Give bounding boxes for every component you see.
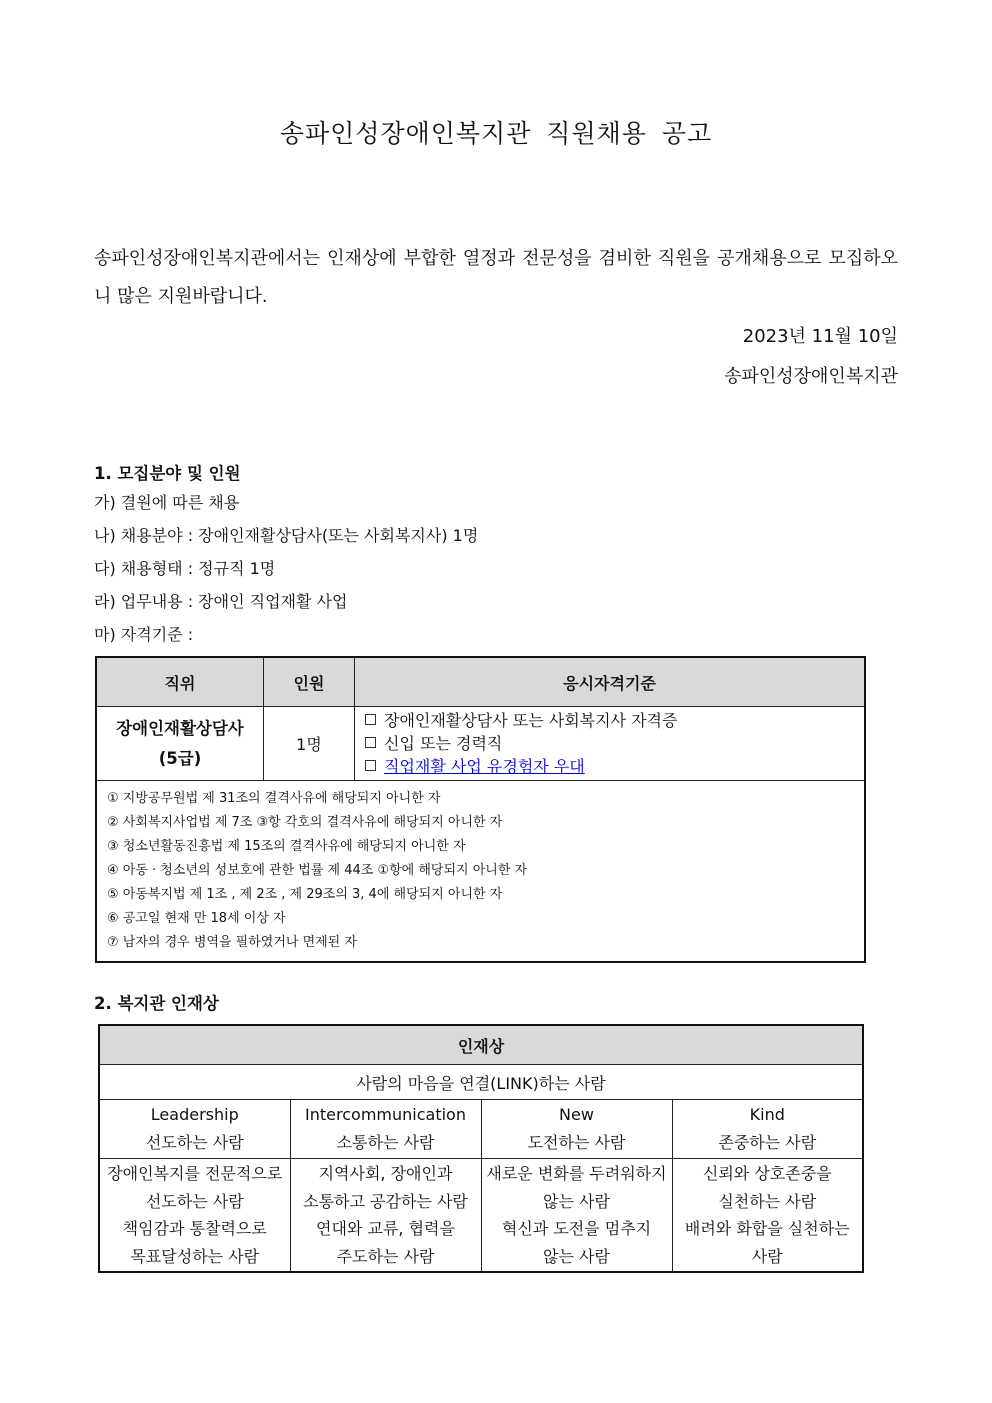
page-title: 송파인성장애인복지관 직원채용 공고 — [279, 119, 713, 148]
section1-item: 라) 업무내용 : 장애인 직업재활 사업 — [94, 592, 348, 611]
keyword-cell — [672, 1100, 863, 1159]
section1-item: 나) 채용분야 : 장애인재활상담사(또는 사회복지사) 1명 — [94, 526, 479, 545]
keyword-cell — [481, 1100, 672, 1159]
criteria-item — [365, 755, 854, 778]
qualification-table — [95, 656, 866, 963]
keyword-ko: 존중하는 사람 — [718, 1133, 817, 1152]
description-cell: 새로운 변화를 두려워하지 않는 사람 혁신과 도전을 멈추지 않는 사람 — [481, 1159, 672, 1273]
criteria-item: 장애인재활상담사 또는 사회복지사 자격증 — [365, 709, 854, 732]
disqualification-item: ② 사회복지사업법 제 7조 ③항 각호의 결격사유에 해당되지 아니한 자 — [107, 815, 503, 830]
disqualification-item: ① 지방공무원법 제 31조의 결격사유에 해당되지 아니한 자 — [107, 791, 441, 806]
disqualification-item: ⑤ 아동복지법 제 1조 , 제 2조 , 제 29조의 3, 4에 해당되지 아니한 자 — [107, 887, 503, 902]
disqualification-cell — [96, 781, 865, 963]
disqualification-item: ⑦ 남자의 경우 병역을 필하였거나 면제된 자 — [107, 935, 357, 950]
disqualification-item: ④ 아동 · 청소년의 성보호에 관한 법률 제 44조 ①항에 해당되지 아니한 자 — [107, 863, 528, 878]
criteria-item: 신입 또는 경력직 — [365, 732, 854, 755]
role-name: 장애인재활상담사 — [116, 718, 244, 738]
section2-title: 2. 복지관 인재상 — [94, 994, 219, 1013]
count-cell: 1명 — [264, 707, 355, 781]
keyword-cell — [99, 1100, 290, 1159]
section1-title: 1. 모집분야 및 인원 — [94, 464, 241, 483]
header-criteria: 응시자격기준 — [355, 657, 866, 707]
role-grade: (5급) — [158, 748, 202, 768]
preferred-experience-link[interactable]: 직업재활 사업 유경험자 우대 — [384, 757, 585, 776]
organization-name: 송파인성장애인복지관 — [724, 366, 898, 387]
disqualification-item: ③ 청소년활동진흥법 제 15조의 결격사유에 해당되지 아니한 자 — [107, 839, 466, 854]
keyword-ko: 소통하는 사람 — [336, 1133, 435, 1152]
keyword-en: New — [559, 1105, 594, 1124]
intro-paragraph: 송파인성장애인복지관에서는 인재상에 부합한 열정과 전문성을 겸비한 직원을 공개채용으로 모집하오니 많은 지원바랍니다. — [94, 248, 898, 307]
keyword-ko: 선도하는 사람 — [145, 1133, 244, 1152]
talent-header: 인재상 — [99, 1025, 863, 1065]
section1-item: 가) 결원에 따른 채용 — [94, 493, 240, 512]
disqualification-item: ⑥ 공고일 현재 만 18세 이상 자 — [107, 911, 286, 926]
talent-subtitle: 사람의 마음을 연결(LINK)하는 사람 — [99, 1065, 863, 1100]
description-cell: 장애인복지를 전문적으로 선도하는 사람 책임감과 통찰력으로 목표달성하는 사람 — [99, 1159, 290, 1273]
keyword-en: Intercommunication — [305, 1105, 466, 1124]
description-cell: 지역사회, 장애인과 소통하고 공감하는 사람 연대와 교류, 협력을 주도하는 사람 — [290, 1159, 481, 1273]
section1-item: 마) 자격기준 : — [94, 625, 194, 644]
talent-table — [98, 1024, 864, 1273]
criteria-cell — [355, 707, 866, 781]
keyword-en: Kind — [749, 1105, 785, 1124]
description-cell: 신뢰와 상호존중을 실천하는 사람 배려와 화합을 실천하는 사람 — [672, 1159, 863, 1273]
checkbox-square-icon — [365, 760, 376, 771]
announcement-date: 2023년 11월 10일 — [742, 326, 898, 347]
keyword-ko: 도전하는 사람 — [527, 1133, 626, 1152]
header-count: 인원 — [264, 657, 355, 707]
checkbox-square-icon — [365, 714, 376, 725]
role-cell — [96, 707, 264, 781]
header-position: 직위 — [96, 657, 264, 707]
section1-item: 다) 채용형태 : 정규직 1명 — [94, 559, 276, 578]
keyword-en: Leadership — [150, 1105, 239, 1124]
keyword-cell — [290, 1100, 481, 1159]
checkbox-square-icon — [365, 737, 376, 748]
